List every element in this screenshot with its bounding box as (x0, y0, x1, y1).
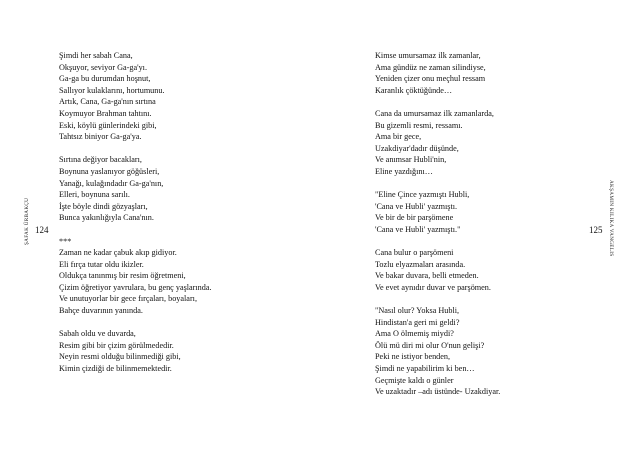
poem-line: Kimse umursamaz ilk zamanlar, (375, 51, 481, 60)
poem-line: İşte böyle dindi gözyaşları, (59, 201, 148, 211)
right-page-text (375, 50, 500, 409)
poem-line: Artık, Cana, Ga-ga'nın sırtına (59, 97, 156, 107)
poem-line: Bahçe duvarının yanında. (59, 306, 143, 316)
poem-line: Şimdi ne yapabilirim ki ben… (375, 364, 475, 374)
poem-line: 'Cana ve Hubli' yazmıştı." (375, 224, 461, 234)
poem-line: Uzakdiyar'dadır düşünde, (375, 143, 459, 153)
poem-line: 'Cana ve Hubli' yazmıştı. (375, 201, 458, 211)
poem-line: Yanağı, kulağındadır Ga-ga'nın, (59, 178, 164, 188)
left-running-head: ŞAFAK ÜRBAKÇU (24, 197, 30, 245)
stanza (375, 50, 500, 96)
poem-line: Koymuyor Brahman tahtını. (59, 108, 152, 118)
poem-line: Ve evet aynıdır duvar ve parşömen. (375, 282, 491, 292)
poem-line: Ve anımsar Hubli'nin, (375, 155, 447, 165)
poem-line: Çizim öğretiyor yavrulara, bu genç yaşlarında. (59, 282, 212, 292)
poem-line: Elleri, boynuna sarılı. (59, 190, 130, 200)
stanza (59, 50, 212, 143)
poem-line: Ama bir gece, (375, 132, 422, 142)
poem-line: Cana da umursamaz ilk zamanlarda, (375, 108, 494, 118)
poem-line: "Eline Çince yazmıştı Hubli, (375, 190, 470, 200)
poem-line: Bunca yakınlığıyla Cana'nın. (59, 213, 154, 223)
right-page-number: 125 (589, 225, 603, 235)
poem-line: Eski, köylü günlerindeki gibi, (59, 120, 157, 130)
stanza (59, 236, 212, 317)
poem-line: "Nasıl olur? Yoksa Hubli, (375, 306, 460, 316)
poem-line: Kimin çizdiği de bilinmemektedir. (59, 364, 172, 374)
poem-line: Ve uzaktadır –adı üstünde- Uzakdiyar. (375, 387, 501, 397)
poem-line: Ve bir de bir parşömene (375, 213, 454, 223)
poem-line: Sırtına değiyor bacakları, (59, 155, 142, 165)
poem-line: Sabah oldu ve duvarda, (59, 329, 136, 339)
poem-line: Karanlık çöktüğünde… (375, 85, 453, 95)
poem-line: Oldukça tanınmış bir resim öğretmeni, (59, 271, 186, 281)
poem-line: Ölü mü diri mi olur O'nun gelişi? (375, 340, 485, 350)
stanza (375, 305, 500, 398)
poem-line: Tozlu elyazmaları arasında. (375, 259, 466, 269)
poem-line: Geçmişte kaldı o günler (375, 375, 454, 385)
poem-line: Neyin resmi olduğu bilinmediği gibi, (59, 352, 181, 362)
stanza (375, 108, 500, 178)
stanza (375, 189, 500, 235)
poem-line: Ga-ga bu durumdan hoşnut, (59, 74, 151, 84)
left-page-number: 124 (35, 225, 49, 235)
left-page-text (59, 50, 212, 386)
poem-line: Sallıyor kulaklarını, hortumunu. (59, 85, 165, 95)
poem-line: Boynuna yaslanıyor göğüsleri, (59, 166, 160, 176)
poem-line: Okşuyor, seviyor Ga-ga'yı. (59, 62, 148, 72)
poem-line: *** (59, 236, 72, 246)
poem-line: Hindistan'a geri mi geldi? (375, 317, 460, 327)
poem-line: Ama gündüz ne zaman silindiyse, (375, 62, 486, 72)
stanza (59, 328, 212, 374)
poem-line: Cana bulur o parşömeni (375, 248, 454, 258)
stanza (59, 154, 212, 224)
poem-line: Zaman ne kadar çabuk akıp gidiyor. (59, 248, 177, 258)
poem-line: Şimdi her sabah Cana, (59, 51, 133, 60)
right-running-head: AKŞAMIN KILIKA VANGELIS (608, 180, 614, 257)
poem-line: Yeniden çizer onu meçhul ressam (375, 74, 486, 84)
poem-line: Ve bakar duvara, belli etmeden. (375, 271, 479, 281)
poem-line: Bu gizemli resmi, ressamı. (375, 120, 463, 130)
poem-line: Ama O ölmemiş miydi? (375, 329, 454, 339)
poem-line: Resim gibi bir çizim görülmededir. (59, 340, 174, 350)
poem-line: Eli fırça tutar oldu ikizler. (59, 259, 144, 269)
poem-line: Peki ne istiyor benden, (375, 352, 451, 362)
poem-line: Ve unutuyorlar bir gece fırçaları, boyaları, (59, 294, 197, 304)
poem-line: Eline yazdığını… (375, 166, 433, 176)
stanza (375, 247, 500, 293)
poem-line: Tahtsız biniyor Ga-ga'ya. (59, 132, 142, 142)
